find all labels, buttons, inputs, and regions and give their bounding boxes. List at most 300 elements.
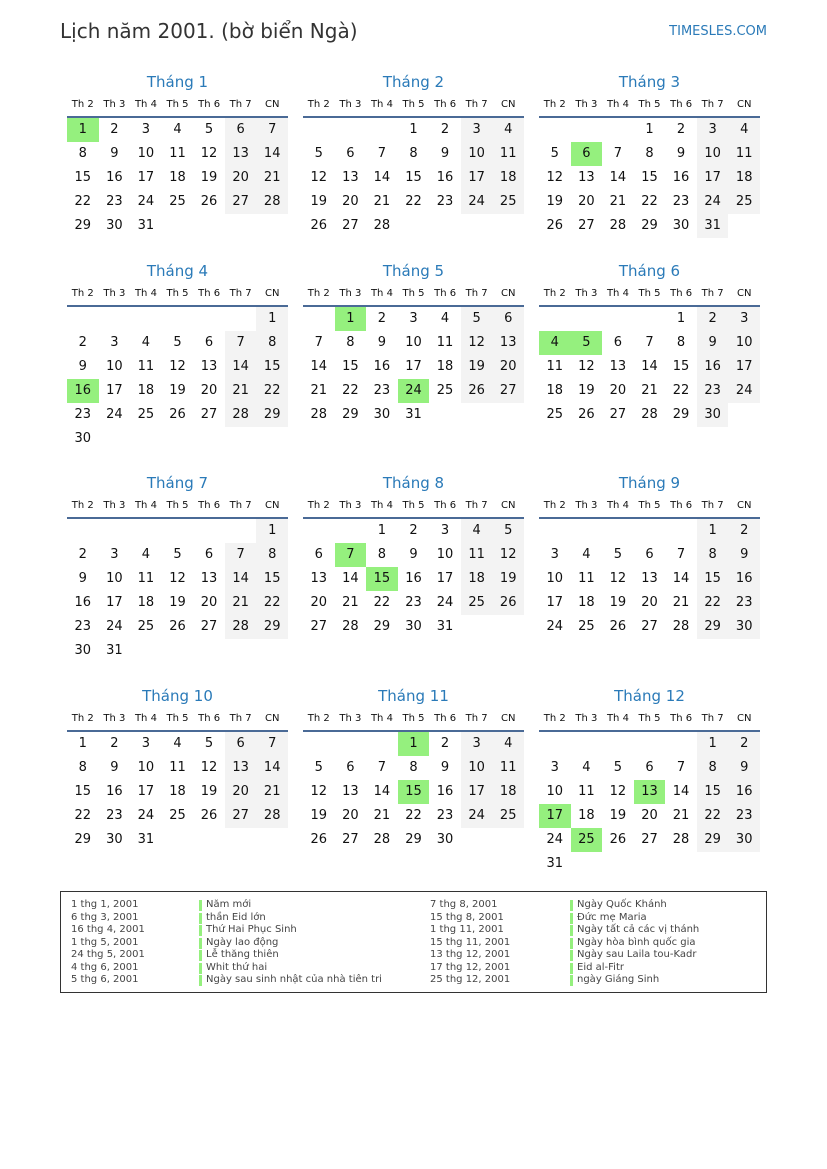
day-cell: 18 [492, 780, 524, 804]
weekday-label: Th 4 [370, 288, 393, 299]
day-cell: 26 [492, 591, 524, 615]
day-cell: 20 [342, 808, 359, 823]
weekday-label: Th 6 [434, 288, 457, 299]
day-cell: 12 [169, 571, 186, 586]
day-cell: 12 [546, 170, 564, 185]
day-cell: 1 [377, 523, 387, 538]
legend-holiday-name: Eid al-Fitr [577, 961, 624, 973]
legend-holiday-name: Whit thứ hai [206, 961, 268, 973]
empty-cell [366, 732, 398, 756]
day-cell: 5 [173, 335, 182, 350]
month-block [303, 259, 524, 427]
day-cell: 23 [436, 808, 454, 823]
day-cell: 5 [492, 519, 524, 543]
weekday-label: Th 4 [606, 500, 629, 511]
day-cell: 13 [342, 784, 359, 799]
day-cell: 23 [405, 595, 422, 610]
day-cell: 7 [645, 335, 654, 350]
weekday-label: Th 2 [71, 500, 94, 511]
day-cell: 25 [169, 808, 186, 823]
weekday-label: Th 5 [166, 99, 189, 110]
day-cell: 21 [256, 780, 288, 804]
weekday-label: Th 7 [229, 713, 252, 724]
day-cell: 27 [578, 218, 595, 233]
weekday-label: Th 4 [606, 99, 629, 110]
day-cell: 3 [550, 547, 559, 562]
day-cell: 24 [137, 808, 155, 823]
day-grid [303, 307, 524, 427]
day-cell: 15 [697, 567, 729, 591]
holiday-day-cell: 13 [634, 780, 666, 804]
legend-marker [199, 963, 202, 974]
day-cell: 4 [728, 118, 760, 142]
day-cell: 29 [342, 407, 359, 422]
weekday-label: Th 3 [575, 713, 598, 724]
day-cell: 24 [728, 379, 760, 403]
day-cell: 15 [641, 170, 658, 185]
weekday-label: Th 6 [434, 713, 457, 724]
day-cell: 21 [672, 595, 690, 610]
day-cell: 31 [137, 832, 155, 847]
weekday-label: Th 3 [103, 500, 126, 511]
day-cell: 12 [609, 571, 627, 586]
day-cell: 15 [74, 784, 92, 799]
day-cell: 25 [546, 407, 564, 422]
day-cell: 11 [578, 784, 595, 799]
day-cell: 11 [546, 359, 564, 374]
month-title: Tháng 5 [382, 262, 445, 280]
weekday-label: Th 2 [307, 99, 330, 110]
day-cell: 7 [377, 760, 387, 775]
legend-date: 13 thg 12, 2001 [430, 949, 511, 960]
day-cell: 20 [578, 194, 595, 209]
weekday-label: Th 7 [465, 288, 488, 299]
day-cell: 2 [728, 519, 760, 543]
day-cell: 27 [200, 407, 218, 422]
day-cell: 2 [697, 307, 729, 331]
day-cell: 9 [440, 146, 450, 161]
day-grid [303, 519, 524, 639]
day-cell: 11 [137, 571, 155, 586]
legend-holiday-name: Ngày tất cả các vị thánh [577, 924, 700, 935]
weekday-label: CN [265, 288, 280, 299]
weekday-label: Th 7 [465, 99, 488, 110]
weekday-label: Th 6 [670, 713, 693, 724]
day-cell: 6 [346, 760, 355, 775]
day-cell: 9 [409, 547, 418, 562]
day-cell: 6 [492, 307, 524, 331]
month-block [303, 684, 524, 852]
day-cell: 26 [169, 407, 186, 422]
weekday-label: Th 4 [134, 500, 157, 511]
day-cell: 29 [256, 403, 288, 427]
weekday-label: Th 6 [670, 99, 693, 110]
weekday-label: Th 4 [370, 713, 393, 724]
day-cell: 12 [578, 359, 595, 374]
weekday-header [67, 94, 288, 118]
weekday-label: Th 6 [198, 500, 221, 511]
day-cell: 11 [169, 760, 186, 775]
day-cell: 4 [582, 547, 591, 562]
month-title: Tháng 9 [618, 474, 681, 492]
day-cell: 28 [256, 804, 288, 828]
day-cell: 10 [546, 784, 564, 799]
legend-date: 16 thg 4, 2001 [71, 924, 145, 935]
weekday-header [67, 495, 288, 519]
day-cell: 27 [225, 190, 257, 214]
weekday-label: Th 4 [370, 99, 393, 110]
weekday-label: Th 4 [370, 500, 393, 511]
empty-cell [99, 519, 131, 543]
legend-date: 6 thg 3, 2001 [71, 911, 139, 923]
day-cell: 11 [169, 146, 186, 161]
empty-cell [303, 732, 335, 756]
day-cell: 14 [641, 359, 658, 374]
day-cell: 30 [74, 431, 92, 446]
weekday-label: Th 2 [71, 288, 94, 299]
empty-cell [571, 118, 603, 142]
day-cell: 29 [373, 619, 391, 634]
day-cell: 21 [342, 595, 359, 610]
day-cell: 6 [204, 547, 214, 562]
empty-cell [225, 307, 257, 331]
day-cell: 2 [440, 736, 450, 751]
legend-holiday-name: Đức mẹ Maria [577, 911, 647, 923]
day-cell: 28 [310, 407, 328, 422]
weekday-label: Th 5 [402, 288, 425, 299]
day-cell: 10 [697, 142, 729, 166]
day-cell: 15 [256, 355, 288, 379]
day-cell: 13 [342, 170, 359, 185]
day-grid [67, 307, 288, 451]
day-cell: 16 [373, 359, 391, 374]
day-cell: 24 [436, 595, 454, 610]
day-cell: 13 [578, 170, 595, 185]
day-cell: 6 [225, 118, 257, 142]
day-cell: 23 [373, 383, 391, 398]
empty-cell [665, 519, 697, 543]
empty-cell [303, 519, 335, 543]
day-cell: 4 [582, 760, 591, 775]
month-block [67, 70, 288, 238]
day-cell: 27 [200, 619, 218, 634]
day-cell: 25 [492, 190, 524, 214]
day-cell: 20 [225, 780, 257, 804]
day-cell: 22 [405, 194, 422, 209]
day-cell: 14 [672, 571, 690, 586]
empty-cell [335, 519, 367, 543]
day-cell: 15 [697, 780, 729, 804]
day-cell: 7 [225, 331, 257, 355]
weekday-header [539, 94, 760, 118]
day-cell: 26 [546, 218, 564, 233]
day-cell: 17 [461, 166, 493, 190]
weekday-header [303, 94, 524, 118]
day-cell: 28 [672, 832, 690, 847]
weekday-label: Th 2 [307, 500, 330, 511]
weekday-label: CN [737, 288, 752, 299]
holiday-day-cell: 1 [335, 307, 367, 331]
day-cell: 2 [377, 311, 387, 326]
day-cell: 31 [106, 643, 123, 658]
day-cell: 6 [204, 335, 214, 350]
day-cell: 13 [310, 571, 328, 586]
day-cell: 1 [256, 307, 288, 331]
site-link[interactable]: TIMESLES.COM [669, 24, 767, 39]
weekday-label: Th 2 [543, 99, 566, 110]
empty-cell [366, 118, 398, 142]
weekday-header [539, 495, 760, 519]
legend-date: 1 thg 11, 2001 [430, 924, 504, 935]
day-cell: 9 [78, 571, 87, 586]
day-cell: 25 [169, 194, 186, 209]
day-cell: 8 [78, 146, 87, 161]
weekday-label: Th 3 [339, 713, 362, 724]
month-title: Tháng 11 [378, 687, 449, 705]
day-cell: 26 [310, 832, 328, 847]
month-block [539, 684, 760, 876]
day-cell: 12 [200, 760, 218, 775]
weekday-label: Th 6 [434, 500, 457, 511]
weekday-label: Th 4 [134, 99, 157, 110]
legend-holiday-name: thần Eid lớn [206, 911, 266, 923]
day-cell: 12 [609, 784, 627, 799]
day-cell: 4 [461, 519, 493, 543]
day-cell: 25 [461, 591, 493, 615]
empty-cell [571, 307, 603, 331]
weekday-header [539, 708, 760, 732]
day-cell: 23 [436, 194, 454, 209]
day-cell: 10 [137, 760, 155, 775]
day-cell: 3 [440, 523, 450, 538]
day-cell: 5 [204, 736, 214, 751]
day-cell: 26 [609, 619, 627, 634]
day-cell: 13 [200, 359, 218, 374]
empty-cell [571, 732, 603, 756]
month-block [539, 259, 760, 427]
month-title: Tháng 3 [618, 73, 681, 91]
day-cell: 20 [342, 194, 359, 209]
day-cell: 3 [461, 732, 493, 756]
weekday-label: Th 5 [402, 713, 425, 724]
legend-holiday-name: Ngày hòa bình quốc gia [577, 936, 696, 948]
holiday-day-cell: 16 [67, 379, 99, 403]
day-cell: 9 [676, 146, 686, 161]
day-cell: 16 [697, 355, 729, 379]
day-cell: 9 [728, 756, 760, 780]
day-cell: 15 [256, 567, 288, 591]
weekday-label: Th 2 [543, 288, 566, 299]
day-cell: 3 [141, 122, 151, 137]
legend-marker [570, 900, 573, 911]
day-cell: 20 [641, 808, 658, 823]
day-cell: 11 [728, 142, 760, 166]
day-cell: 11 [461, 543, 493, 567]
day-cell: 9 [377, 335, 387, 350]
day-cell: 8 [409, 146, 418, 161]
day-cell: 4 [440, 311, 450, 326]
day-cell: 13 [200, 571, 218, 586]
weekday-label: Th 4 [606, 288, 629, 299]
day-cell: 23 [697, 379, 729, 403]
day-cell: 13 [492, 331, 524, 355]
day-cell: 17 [697, 166, 729, 190]
weekday-label: Th 5 [638, 713, 661, 724]
day-cell: 8 [78, 760, 87, 775]
weekday-header [303, 495, 524, 519]
day-cell: 8 [346, 335, 355, 350]
empty-cell [225, 519, 257, 543]
day-cell: 20 [225, 166, 257, 190]
day-cell: 20 [310, 595, 328, 610]
day-cell: 18 [578, 595, 595, 610]
day-cell: 21 [310, 383, 328, 398]
weekday-label: CN [737, 713, 752, 724]
day-cell: 28 [672, 619, 690, 634]
day-cell: 2 [78, 547, 87, 562]
day-cell: 16 [728, 780, 760, 804]
day-cell: 23 [74, 619, 92, 634]
day-cell: 13 [225, 756, 257, 780]
day-cell: 12 [310, 784, 328, 799]
day-cell: 29 [74, 218, 92, 233]
month-block [539, 471, 760, 639]
weekday-label: Th 6 [198, 713, 221, 724]
legend-marker [570, 950, 573, 961]
holiday-day-cell: 1 [398, 732, 430, 756]
weekday-label: Th 6 [198, 99, 221, 110]
day-cell: 18 [461, 567, 493, 591]
day-cell: 4 [141, 547, 151, 562]
day-grid [539, 519, 760, 639]
day-cell: 10 [461, 142, 493, 166]
day-cell: 10 [106, 571, 123, 586]
day-cell: 18 [436, 359, 454, 374]
month-block [67, 684, 288, 852]
day-cell: 19 [492, 567, 524, 591]
empty-cell [602, 519, 634, 543]
weekday-label: CN [265, 500, 280, 511]
day-cell: 23 [728, 804, 760, 828]
day-cell: 30 [405, 619, 422, 634]
weekday-label: Th 7 [701, 99, 724, 110]
day-cell: 21 [373, 808, 391, 823]
weekday-label: Th 3 [339, 99, 362, 110]
day-cell: 2 [110, 122, 119, 137]
month-block [539, 70, 760, 238]
holiday-legend [60, 891, 767, 993]
day-cell: 7 [256, 118, 288, 142]
day-cell: 7 [225, 543, 257, 567]
empty-cell [162, 519, 194, 543]
month-title: Tháng 10 [142, 687, 213, 705]
legend-marker [570, 913, 573, 924]
legend-date: 15 thg 8, 2001 [430, 911, 504, 923]
legend-holiday-name: Lễ thăng thiên [206, 949, 279, 960]
legend-marker [199, 975, 202, 986]
holiday-day-cell: 25 [571, 828, 603, 852]
day-cell: 5 [550, 146, 559, 161]
weekday-label: CN [265, 713, 280, 724]
day-cell: 30 [697, 403, 729, 427]
day-cell: 19 [578, 383, 595, 398]
day-cell: 13 [641, 571, 658, 586]
day-cell: 10 [461, 756, 493, 780]
month-block [303, 70, 524, 238]
empty-cell [539, 732, 571, 756]
empty-cell [602, 732, 634, 756]
legend-holiday-name: Ngày sau sinh nhật của nhà tiên tri [206, 974, 382, 985]
weekday-label: Th 4 [606, 713, 629, 724]
day-cell: 9 [728, 543, 760, 567]
day-cell: 12 [310, 170, 328, 185]
day-cell: 27 [492, 379, 524, 403]
day-cell: 3 [409, 311, 418, 326]
day-cell: 26 [200, 808, 218, 823]
day-cell: 5 [461, 307, 493, 331]
day-cell: 26 [609, 832, 627, 847]
day-cell: 28 [373, 832, 391, 847]
day-cell: 29 [74, 832, 92, 847]
day-cell: 16 [106, 170, 123, 185]
day-cell: 29 [256, 615, 288, 639]
weekday-label: Th 7 [701, 288, 724, 299]
weekday-label: CN [265, 99, 280, 110]
day-cell: 2 [440, 122, 450, 137]
weekday-header [303, 283, 524, 307]
weekday-label: Th 2 [543, 500, 566, 511]
day-cell: 19 [169, 383, 186, 398]
day-cell: 9 [110, 760, 119, 775]
weekday-header [67, 283, 288, 307]
day-cell: 16 [405, 571, 422, 586]
day-cell: 3 [550, 760, 559, 775]
empty-cell [99, 307, 131, 331]
weekday-label: Th 7 [229, 500, 252, 511]
legend-marker [199, 938, 202, 949]
day-cell: 10 [436, 547, 454, 562]
weekday-label: CN [737, 99, 752, 110]
day-cell: 27 [342, 832, 359, 847]
day-cell: 9 [110, 146, 119, 161]
weekday-label: Th 7 [229, 99, 252, 110]
weekday-label: Th 5 [402, 500, 425, 511]
legend-marker [570, 938, 573, 949]
day-cell: 18 [169, 784, 186, 799]
day-cell: 18 [728, 166, 760, 190]
empty-cell [602, 307, 634, 331]
empty-cell [303, 307, 335, 331]
day-cell: 11 [436, 335, 454, 350]
day-cell: 14 [256, 142, 288, 166]
day-cell: 13 [225, 142, 257, 166]
day-cell: 1 [409, 122, 418, 137]
holiday-day-cell: 7 [335, 543, 367, 567]
day-cell: 25 [137, 407, 155, 422]
day-cell: 17 [106, 383, 123, 398]
day-cell: 18 [137, 595, 155, 610]
day-cell: 20 [609, 383, 627, 398]
day-cell: 18 [137, 383, 155, 398]
legend-date: 15 thg 11, 2001 [430, 936, 511, 948]
day-cell: 6 [346, 146, 355, 161]
legend-marker [570, 975, 573, 986]
weekday-label: Th 7 [701, 500, 724, 511]
weekday-label: Th 7 [465, 500, 488, 511]
holiday-day-cell: 5 [571, 331, 603, 355]
day-grid [67, 118, 288, 238]
day-cell: 17 [405, 359, 422, 374]
